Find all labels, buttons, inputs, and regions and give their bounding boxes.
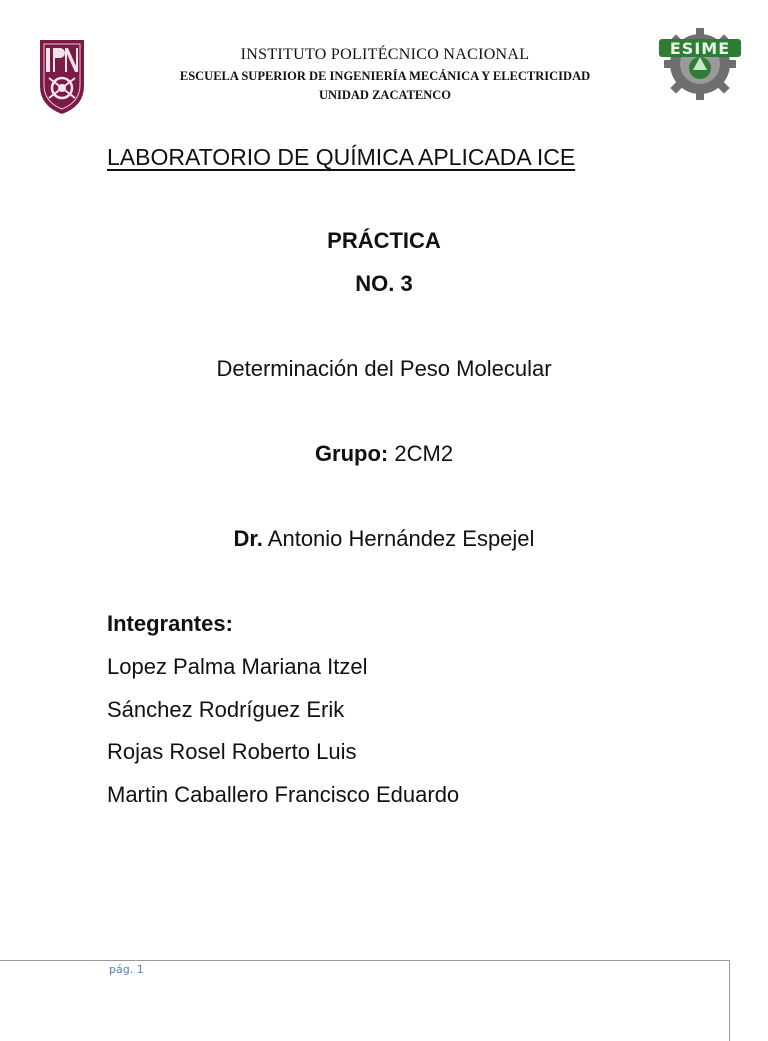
unit-name: UNIDAD ZACATENCO (318, 88, 452, 102)
group-value: 2CM2 (388, 441, 454, 466)
lab-title: LABORATORIO DE QUÍMICA APLICADA ICE (107, 144, 576, 170)
group-line (0, 441, 768, 467)
institute-name: INSTITUTO POLITÉCNICO NACIONAL (240, 46, 530, 63)
member-name: Martin Caballero Francisco Eduardo (107, 782, 460, 807)
member-name: Lopez Palma Mariana Itzel (107, 654, 368, 679)
page-number: pág. 1 (109, 963, 144, 976)
teacher-title: Dr. (233, 526, 263, 551)
practice-label: PRÁCTICA (327, 228, 441, 253)
member-name: Rojas Rosel Roberto Luis (107, 739, 357, 764)
school-name: ESCUELA SUPERIOR DE INGENIERÍA MECÁNICA Y ELECTRICIDAD (179, 69, 591, 83)
group-label: Grupo: (314, 441, 389, 466)
teacher-name: Antonio Hernández Espejel (262, 526, 535, 551)
ipn-logo (34, 36, 90, 116)
practice-number: NO. 3 (355, 271, 413, 296)
member-name: Sánchez Rodríguez Erik (107, 697, 345, 722)
svg-text:ESIME: ESIME (669, 39, 731, 58)
esime-logo (655, 22, 745, 104)
teacher-line (0, 526, 768, 552)
members-label: Integrantes: (107, 611, 233, 636)
practice-topic: Determinación del Peso Molecular (216, 356, 552, 381)
